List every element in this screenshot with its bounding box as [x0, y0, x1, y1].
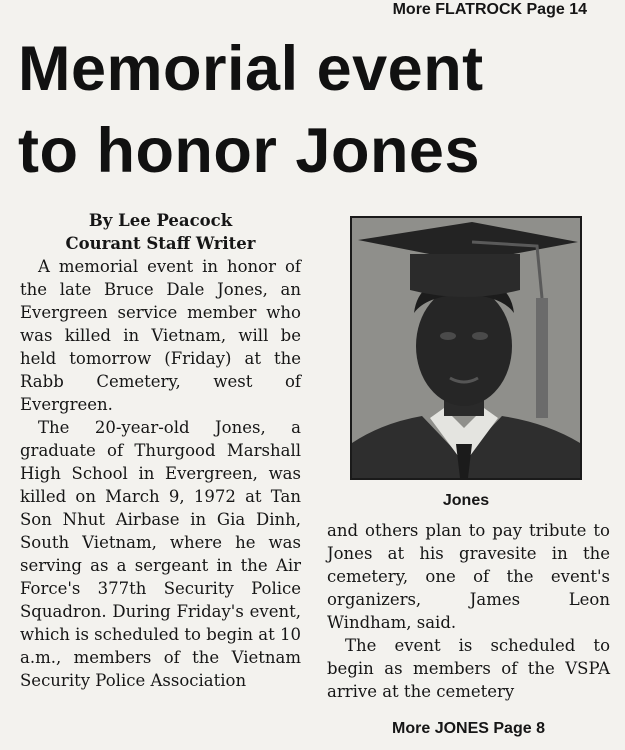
article-column-left: [20, 209, 301, 692]
article-paragraph: The 20-year-old Jones, a graduate of Thurgood Marshall High School in Evergreen, was killed on March 9, 1972 at Tan Son Nhut Airbase in Gia Dinh, South Vietnam, where he was serving as a sergeant in the Air Force's 377th Security Police Squadron. During Friday's event, which is scheduled to begin at 10 a.m., members of the Vietnam Security Police Association: [20, 418, 301, 690]
article-column-right: [327, 519, 610, 703]
portrait-photo: [350, 216, 582, 480]
byline-title: Courant Staff Writer: [65, 234, 256, 253]
article-paragraph: and others plan to pay tribute to Jones at his gravesite in the cemetery, one of the event's organizers, James Leon Windham, said.: [327, 521, 610, 632]
jump-line-bottom: More JONES Page 8: [392, 720, 545, 737]
article-paragraph: A memorial event in honor of the late Bruce Dale Jones, an Evergreen service member who was killed in Vietnam, will be held tomorrow (Friday) at the Rabb Cemetery, west of Evergreen.: [20, 257, 301, 414]
photo-caption: Jones: [442, 492, 490, 509]
jump-line-top: More FLATROCK Page 14: [392, 1, 587, 18]
headline-line-1: Memorial event: [18, 34, 484, 104]
byline: [20, 209, 301, 255]
graduation-portrait-image: [352, 218, 580, 478]
article-paragraph: The event is scheduled to begin as members of the VSPA arrive at the cemetery: [327, 636, 610, 701]
headline-line-2: to honor Jones: [18, 116, 480, 186]
byline-author: By Lee Peacock: [88, 211, 233, 230]
headline: [18, 28, 618, 192]
